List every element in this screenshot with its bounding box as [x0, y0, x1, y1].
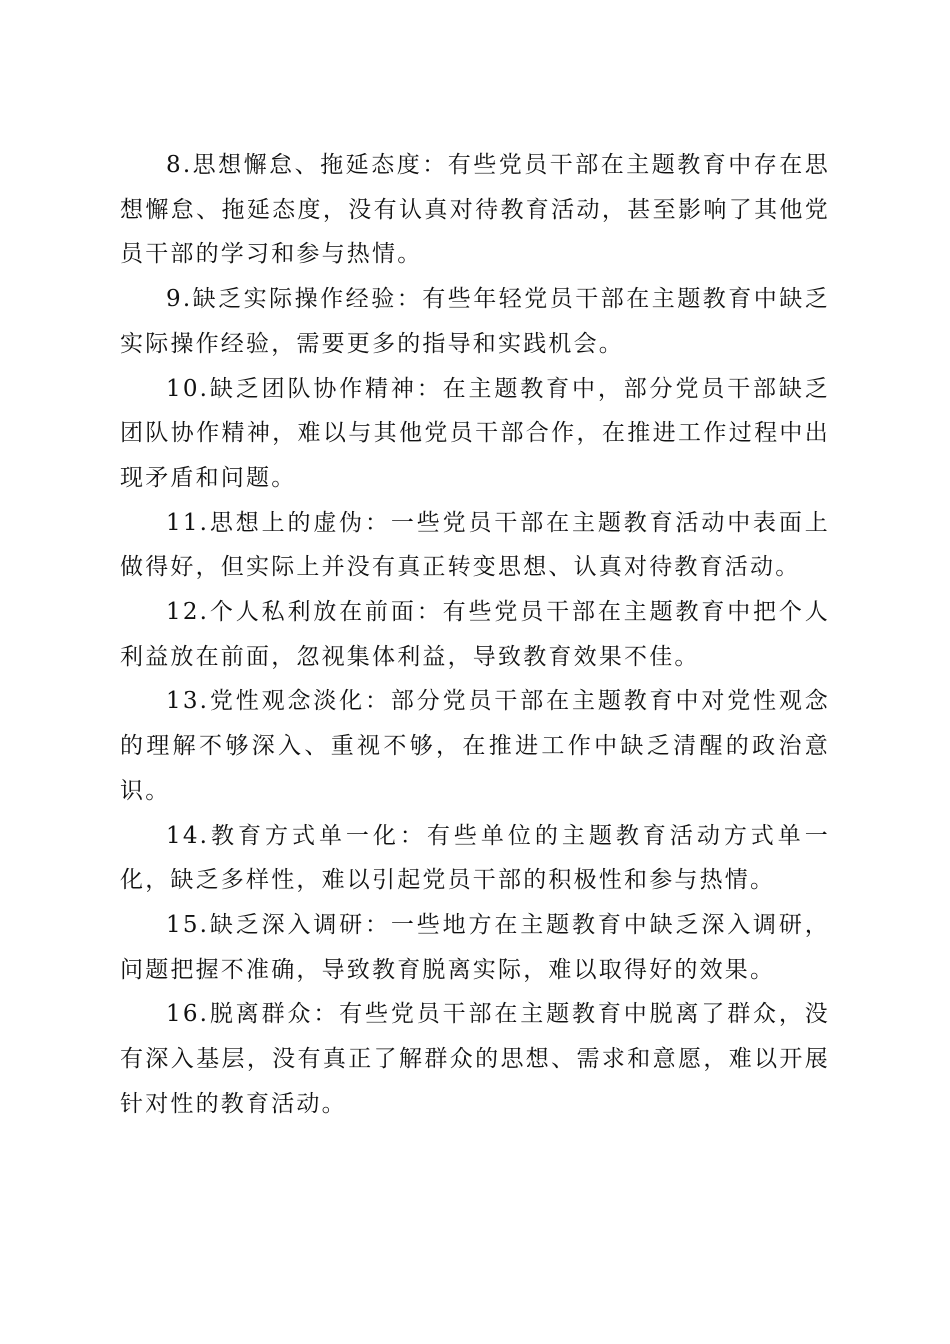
paragraph-item-10: 10.缺乏团队协作精神：在主题教育中，部分党员干部缺乏团队协作精神，难以与其他党员干部合作，在推进工作过程中出现矛盾和问题。	[120, 375, 830, 491]
paragraph-item-8: 8.思想懈怠、拖延态度：有些党员干部在主题教育中存在思想懈怠、拖延态度，没有认真对待教育活动，甚至影响了其他党员干部的学习和参与热情。	[120, 152, 830, 268]
document-body	[120, 143, 830, 1126]
paragraph-item-11: 11.思想上的虚伪：一些党员干部在主题教育活动中表面上做得好，但实际上并没有真正转变思想、认真对待教育活动。	[120, 509, 830, 581]
paragraph-item-14: 14.教育方式单一化：有些单位的主题教育活动方式单一化，缺乏多样性，难以引起党员干部的积极性和参与热情。	[120, 822, 830, 894]
paragraph-item-13: 13.党性观念淡化：部分党员干部在主题教育中对党性观念的理解不够深入、重视不够，在推进工作中缺乏清醒的政治意识。	[120, 688, 830, 804]
paragraph-item-9: 9.缺乏实际操作经验：有些年轻党员干部在主题教育中缺乏实际操作经验，需要更多的指导和实践机会。	[120, 286, 830, 357]
paragraph-item-16: 16.脱离群众：有些党员干部在主题教育中脱离了群众，没有深入基层，没有真正了解群众的思想、需求和意愿，难以开展针对性的教育活动。	[120, 1001, 830, 1117]
paragraph-item-15: 15.缺乏深入调研：一些地方在主题教育中缺乏深入调研，问题把握不准确，导致教育脱离实际，难以取得好的效果。	[120, 911, 830, 983]
paragraph-item-12: 12.个人私利放在前面：有些党员干部在主题教育中把个人利益放在前面，忽视集体利益，导致教育效果不佳。	[120, 599, 830, 670]
